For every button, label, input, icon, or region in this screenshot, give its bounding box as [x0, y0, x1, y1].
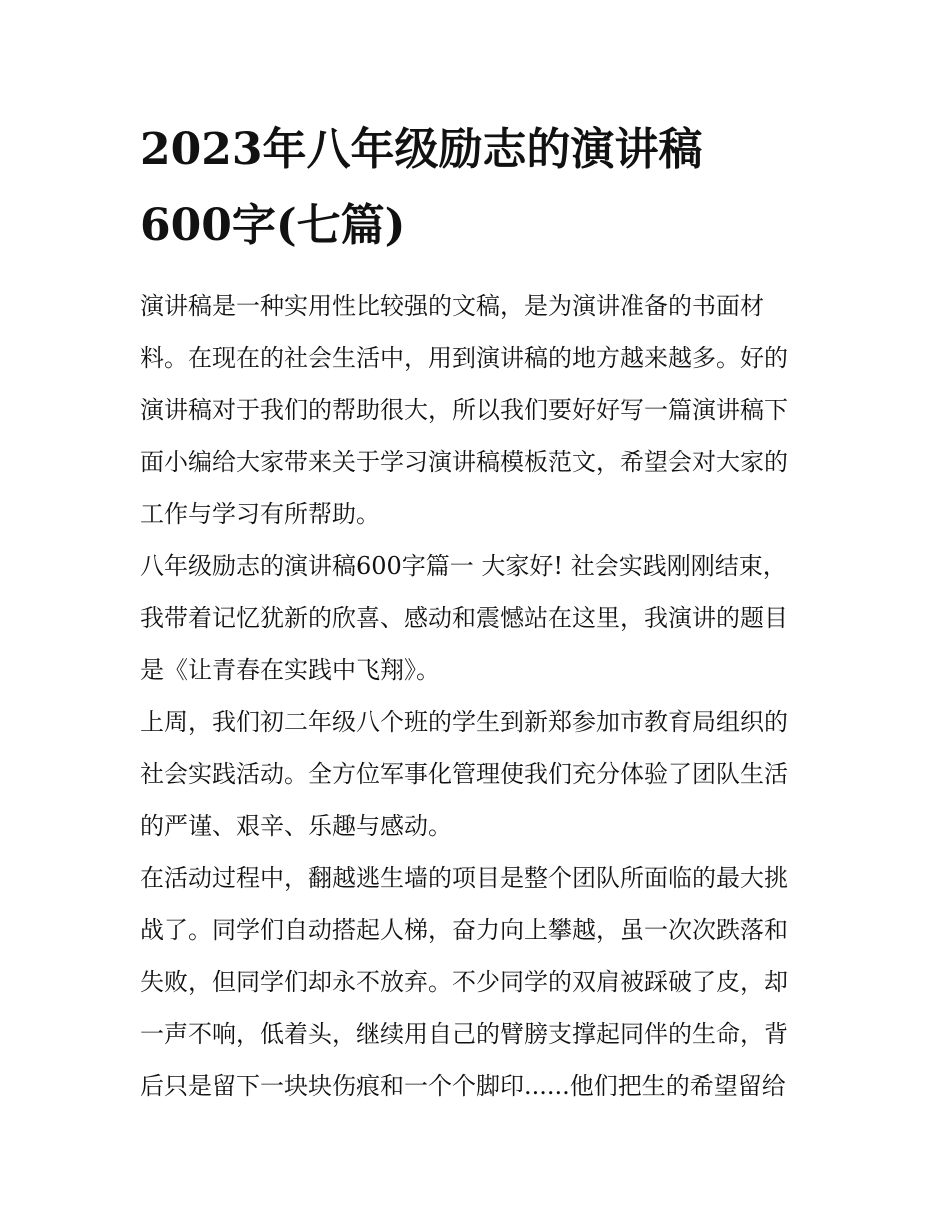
- document-title: [140, 112, 812, 264]
- text-line: 后只是留下一块块伤痕和一个个脚印......他们把生的希望留给: [140, 1072, 786, 1100]
- paragraph-social-practice: [140, 696, 812, 852]
- text-line: 八年级励志的演讲稿600字篇一 大家好! 社会实践刚刚结束，: [140, 552, 787, 580]
- document-content: [140, 112, 812, 1112]
- document-body: [140, 280, 812, 1112]
- text-line: 失败，但同学们却永不放弃。不少同学的双肩被踩破了皮，却: [140, 968, 788, 996]
- text-line: 社会实践活动。全方位军事化管理使我们充分体验了团队生活: [140, 760, 788, 788]
- text-line: 工作与学习有所帮助。: [140, 500, 380, 528]
- text-line: 在活动过程中，翻越逃生墙的项目是整个团队所面临的最大挑: [140, 864, 788, 892]
- paragraph-speech-one-opening: [140, 540, 812, 696]
- text-line: 的严谨、艰辛、乐趣与感动。: [140, 812, 452, 840]
- title-line: 2023年八年级励志的演讲稿: [140, 124, 703, 175]
- text-line: 战了。同学们自动搭起人梯，奋力向上攀越，虽一次次跌落和: [140, 916, 788, 944]
- text-line: 面小编给大家带来关于学习演讲稿模板范文，希望会对大家的: [140, 448, 788, 476]
- text-line: 一声不响，低着头，继续用自己的臂膀支撑起同伴的生命，背: [140, 1020, 788, 1048]
- title-line: 600字(七篇): [140, 200, 406, 251]
- text-line: 演讲稿是一种实用性比较强的文稿，是为演讲准备的书面材: [140, 292, 764, 320]
- text-line: 演讲稿对于我们的帮助很大，所以我们要好好写一篇演讲稿下: [140, 396, 788, 424]
- text-line: 是《让青春在实践中飞翔》。: [140, 656, 440, 684]
- text-line: 上周，我们初二年级八个班的学生到新郑参加市教育局组织的: [140, 708, 788, 736]
- paragraph-escape-wall: [140, 852, 812, 1112]
- text-line: 料。在现在的社会生活中，用到演讲稿的地方越来越多。好的: [140, 344, 788, 372]
- paragraph-intro: [140, 280, 812, 540]
- text-line: 我带着记忆犹新的欣喜、感动和震憾站在这里，我演讲的题目: [140, 604, 788, 632]
